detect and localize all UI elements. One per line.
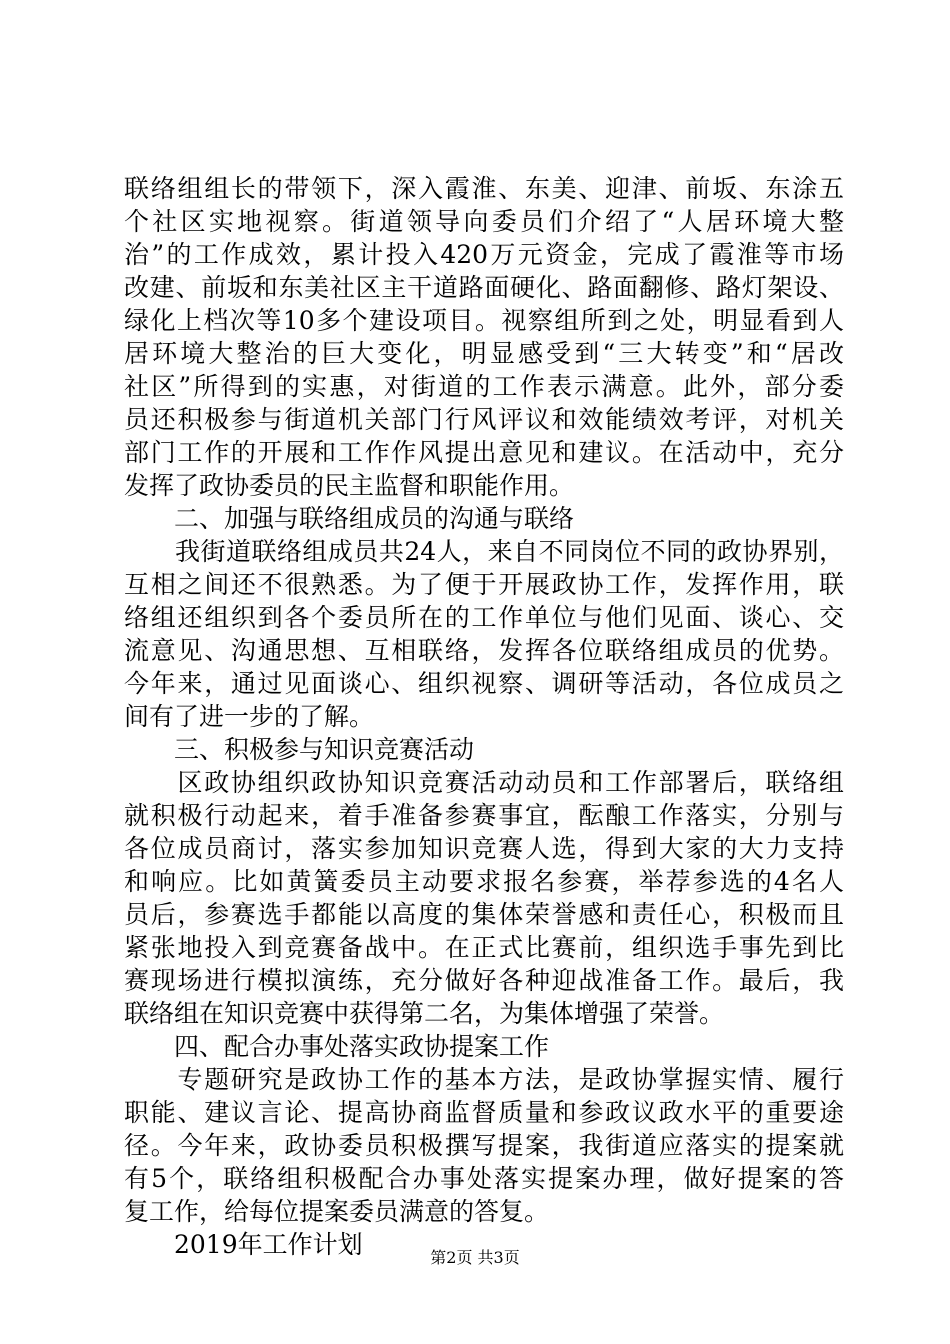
text-line: 络组还组织到各个委员所在的工作单位与他们见面、谈心、交 <box>124 603 844 632</box>
text-line: 就积极行动起来，着手准备参赛事宜，酝酿工作落实，分别与 <box>124 801 844 830</box>
text-line: 互相之间还不很熟悉。为了便于开展政协工作，发挥作用，联 <box>124 570 844 599</box>
text-line: 复工作，给每位提案委员满意的答复。 <box>124 1197 550 1226</box>
text-line: 联络组在知识竞赛中获得第二名，为集体增强了荣誉。 <box>124 999 725 1028</box>
text-line: 职能、建议言论、提高协商监督质量和参政议政水平的重要途 <box>124 1098 844 1127</box>
text-line: 赛现场进行模拟演练，充分做好各种迎战准备工作。最后，我 <box>124 966 844 995</box>
text-line: 有5个，联络组积极配合办事处落实提案办理，做好提案的答 <box>124 1164 844 1193</box>
text-line: 治”的工作成效，累计投入420万元资金，完成了霞淮等市场 <box>124 240 844 269</box>
text-line: 间有了进一步的了解。 <box>124 702 375 731</box>
text-line: 员还积极参与街道机关部门行风评议和效能绩效考评，对机关 <box>124 405 844 434</box>
text-line: 区政协组织政协知识竞赛活动动员和工作部署后，联络组 <box>124 768 844 797</box>
text-line: 专题研究是政协工作的基本方法，是政协掌握实情、履行 <box>124 1065 844 1094</box>
text-line: 今年来，通过见面谈心、组织视察、调研等活动，各位成员之 <box>124 669 844 698</box>
text-line: 流意见、沟通思想、互相联络，发挥各位联络组成员的优势。 <box>124 636 844 665</box>
text-line: 和响应。比如黄簧委员主动要求报名参赛，举荐参选的4名人 <box>124 867 844 896</box>
text-line: 员后，参赛选手都能以高度的集体荣誉感和责任心，积极而且 <box>124 900 844 929</box>
text-line: 绿化上档次等10多个建设项目。视察组所到之处，明显看到人 <box>124 306 844 335</box>
text-line: 三、积极参与知识竞赛活动 <box>124 735 475 764</box>
text-line: 改建、前坂和东美社区主干道路面硬化、路面翻修、路灯架设、 <box>124 273 844 302</box>
text-line: 紧张地投入到竞赛备战中。在正式比赛前，组织选手事先到比 <box>124 933 844 962</box>
text-line: 居环境大整治的巨大变化，明显感受到“三大转变”和“居改 <box>124 339 844 368</box>
text-line: 二、加强与联络组成员的沟通与联络 <box>124 504 575 533</box>
text-line: 我街道联络组成员共24人，来自不同岗位不同的政协界别， <box>124 537 844 566</box>
text-line: 联络组组长的带领下，深入霞淮、东美、迎津、前坂、东涂五 <box>124 174 844 203</box>
text-line: 个社区实地视察。街道领导向委员们介绍了“人居环境大整 <box>124 207 844 236</box>
document-body <box>124 172 844 1261</box>
text-line: 径。今年来，政协委员积极撰写提案，我街道应落实的提案就 <box>124 1131 844 1160</box>
text-line: 四、配合办事处落实政协提案工作 <box>124 1032 550 1061</box>
text-line: 部门工作的开展和工作作风提出意见和建议。在活动中，充分 <box>124 438 844 467</box>
text-line: 社区”所得到的实惠，对街道的工作表示满意。此外，部分委 <box>124 372 844 401</box>
page-footer: 第2页 共3页 <box>430 1248 520 1267</box>
text-line: 各位成员商讨，落实参加知识竞赛人选，得到大家的大力支持 <box>124 834 844 863</box>
text-line: 发挥了政协委员的民主监督和职能作用。 <box>124 471 575 500</box>
text-line: 2019年工作计划 <box>124 1230 363 1259</box>
